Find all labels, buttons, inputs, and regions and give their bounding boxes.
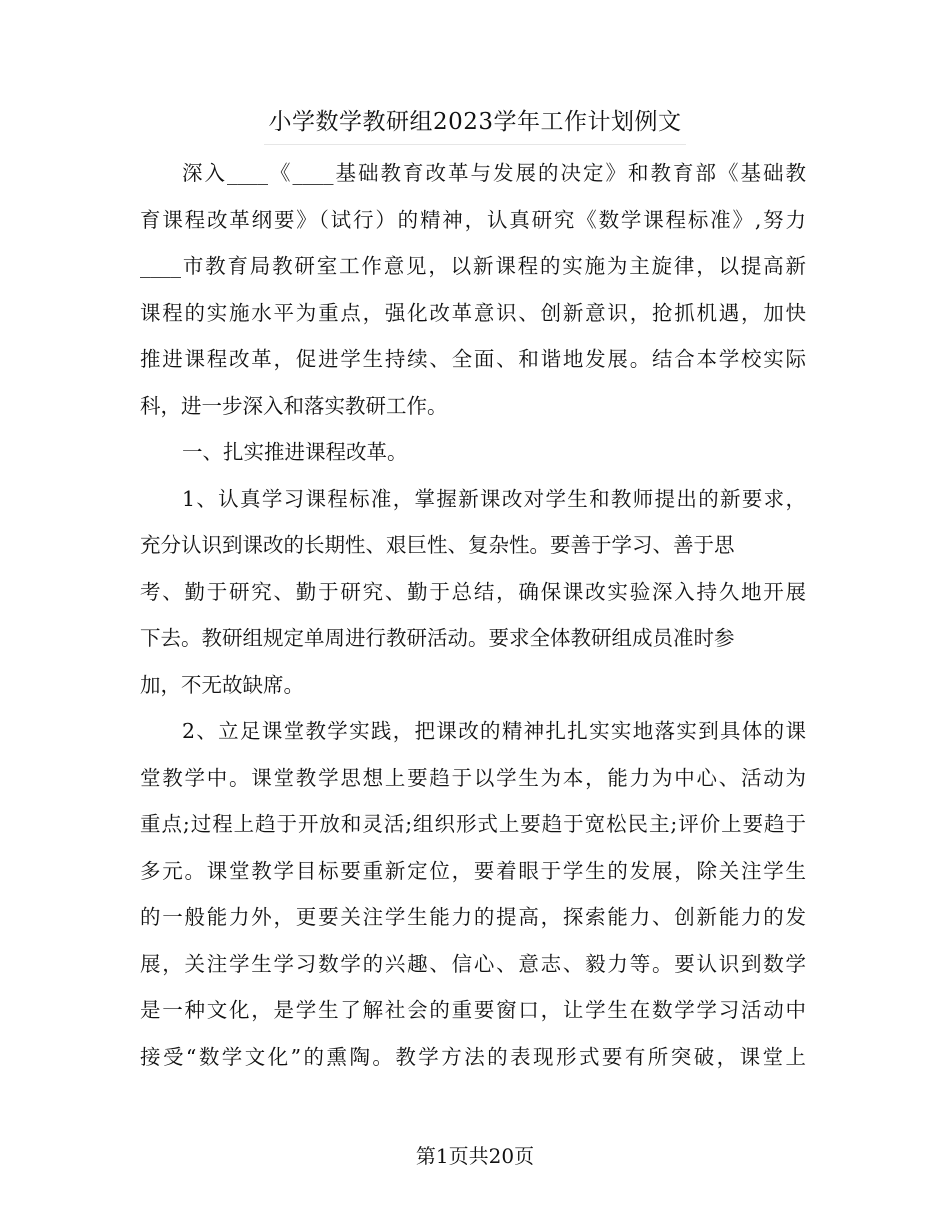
section-heading: 一、扎实推进课程改革。 [182,440,408,464]
body-line: 深入____《____基础教育改革与发展的决定》和教育部《基础教 [182,161,806,185]
body-line: 推进课程改革，促进学生持续、全面、和谐地发展。结合本学校实际 [140,347,806,371]
page-number-footer: 第1页共20页 [415,1144,535,1168]
body-line: 接受“数学文化”的熏陶。教学方法的表现形式要有所突破，课堂上 [140,1044,806,1069]
body-line: 充分认识到课改的长期性、艰巨性、复杂性。要善于学习、善于思 [140,533,735,557]
body-line: 考、勤于研究、勤于研究、勤于总结，确保课改实验深入持久地开展 [140,579,806,604]
body-line: 课程的实施水平为重点，强化改革意识、创新意识，抢抓机遇，加快 [140,300,806,325]
document-body [140,150,806,1080]
body-line: 科，进一步深入和落实教研工作。 [140,393,448,418]
body-line: 是一种文化，是学生了解社会的重要窗口，让学生在数学学习活动中 [140,998,806,1022]
body-line: 的一般能力外，更要关注学生能力的提高，探索能力、创新能力的发 [140,905,806,929]
body-line: 重点;过程上趋于开放和灵活;组织形式上要趋于宽松民主;评价上要趋于 [140,812,806,836]
body-line: 育课程改革纲要》（试行）的精神，认真研究《数学课程标准》,努力 [140,207,806,232]
body-line: 堂教学中。课堂教学思想上要趋于以学生为本，能力为中心、活动为 [140,765,806,790]
document-title: 小学数学教研组2023学年工作计划例文 [264,100,685,145]
body-line: 多元。课堂教学目标要重新定位，要着眼于学生的发展，除关注学生 [140,858,806,883]
body-line: 下去。教研组规定单周进行教研活动。要求全体教研组成员准时参 [140,626,735,650]
body-line: 展，关注学生学习数学的兴趣、信心、意志、毅力等。要认识到数学 [140,951,806,976]
body-line: 2、立足课堂教学实践，把课改的精神扎扎实实地落实到具体的课 [182,719,806,743]
body-line: ____市教育局教研室工作意见，以新课程的实施为主旋律，以提高新 [140,254,806,278]
body-line: 1、认真学习课程标准，掌握新课改对学生和教师提出的新要求， [182,486,806,511]
title-area [0,100,950,145]
body-line: 加，不无故缺席。 [140,672,304,697]
